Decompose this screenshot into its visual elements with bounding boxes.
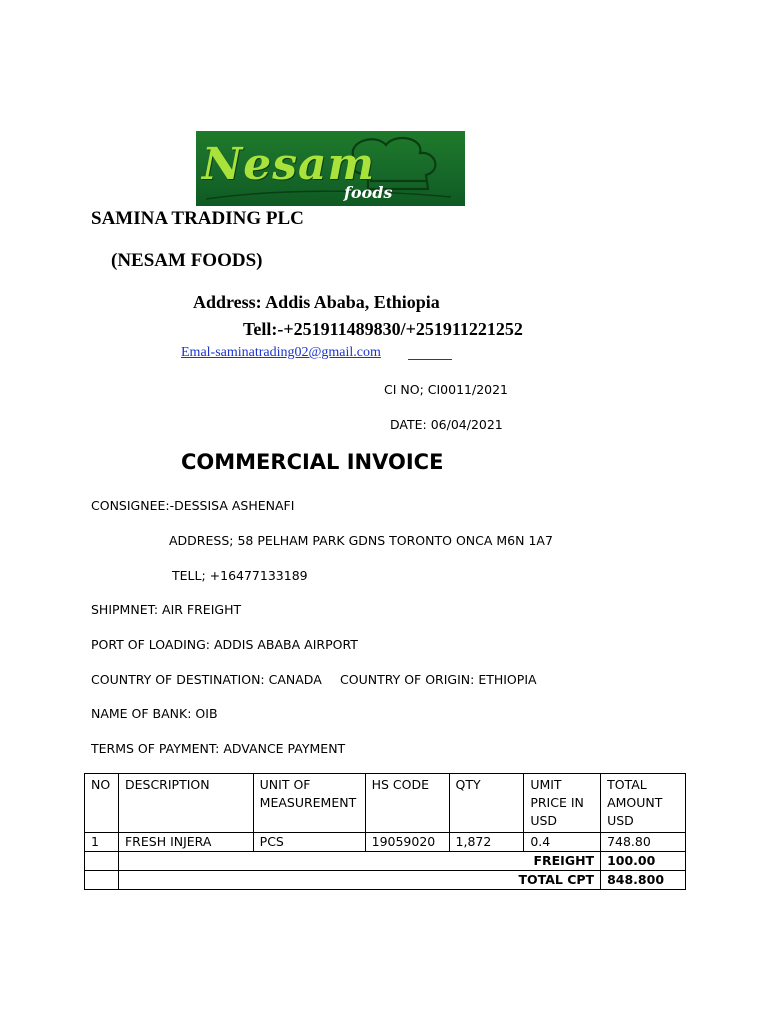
consignee-phone: TELL; +16477133189 [172, 568, 308, 583]
cell-qty: 1,872 [449, 833, 524, 852]
header-total-amount: TOTAL AMOUNT USD [601, 774, 686, 833]
invoice-title: COMMERCIAL INVOICE [181, 450, 444, 474]
consignee-address: ADDRESS; 58 PELHAM PARK GDNS TORONTO ONCA M6N 1A7 [169, 533, 553, 548]
header-hs-code: HS CODE [365, 774, 449, 833]
consignee: CONSIGNEE:-DESSISA ASHENAFI [91, 498, 295, 513]
cell-unit: PCS [253, 833, 365, 852]
table-row [85, 833, 686, 852]
freight-row [85, 852, 686, 871]
company-address: Address: Addis Ababa, Ethiopia [193, 292, 440, 312]
ci-number: CI NO; CI0011/2021 [384, 382, 509, 397]
total-empty-cell [85, 871, 119, 890]
header-qty: QTY [449, 774, 524, 833]
bank-name: NAME OF BANK: OIB [91, 706, 218, 721]
company-name: SAMINA TRADING PLC [91, 208, 304, 229]
email-underline [408, 359, 452, 360]
logo-brand-text: Nesam [202, 139, 376, 190]
total-label: TOTAL CPT [118, 871, 600, 890]
company-phone: Tell:-+251911489830/+251911221252 [243, 319, 523, 339]
header-no: NO [85, 774, 119, 833]
logo-sub-text: foods [344, 183, 393, 202]
brand-line: (NESAM FOODS) [111, 250, 263, 271]
nesam-foods-logo [196, 131, 465, 206]
payment-terms: TERMS OF PAYMENT: ADVANCE PAYMENT [91, 741, 346, 756]
cell-total: 748.80 [601, 833, 686, 852]
invoice-date: DATE: 06/04/2021 [390, 417, 503, 432]
freight-value: 100.00 [601, 852, 686, 871]
table-header-row [85, 774, 686, 833]
country-of-destination: COUNTRY OF DESTINATION: CANADA [91, 672, 322, 687]
company-email-link[interactable]: Emal-saminatrading02@gmail.com [181, 345, 381, 360]
cell-hs-code: 19059020 [365, 833, 449, 852]
total-row [85, 871, 686, 890]
total-value: 848.800 [601, 871, 686, 890]
invoice-table [84, 773, 686, 890]
port-of-loading: PORT OF LOADING: ADDIS ABABA AIRPORT [91, 637, 358, 652]
cell-description: FRESH INJERA [118, 833, 253, 852]
header-unit-price: UMIT PRICE IN USD [524, 774, 601, 833]
cell-no: 1 [85, 833, 119, 852]
freight-label: FREIGHT [118, 852, 600, 871]
freight-empty-cell [85, 852, 119, 871]
cell-unit-price: 0.4 [524, 833, 601, 852]
country-of-origin: COUNTRY OF ORIGIN: ETHIOPIA [340, 672, 537, 687]
header-description: DESCRIPTION [118, 774, 253, 833]
shipment-method: SHIPMNET: AIR FREIGHT [91, 602, 242, 617]
header-unit: UNIT OF MEASUREMENT [253, 774, 365, 833]
